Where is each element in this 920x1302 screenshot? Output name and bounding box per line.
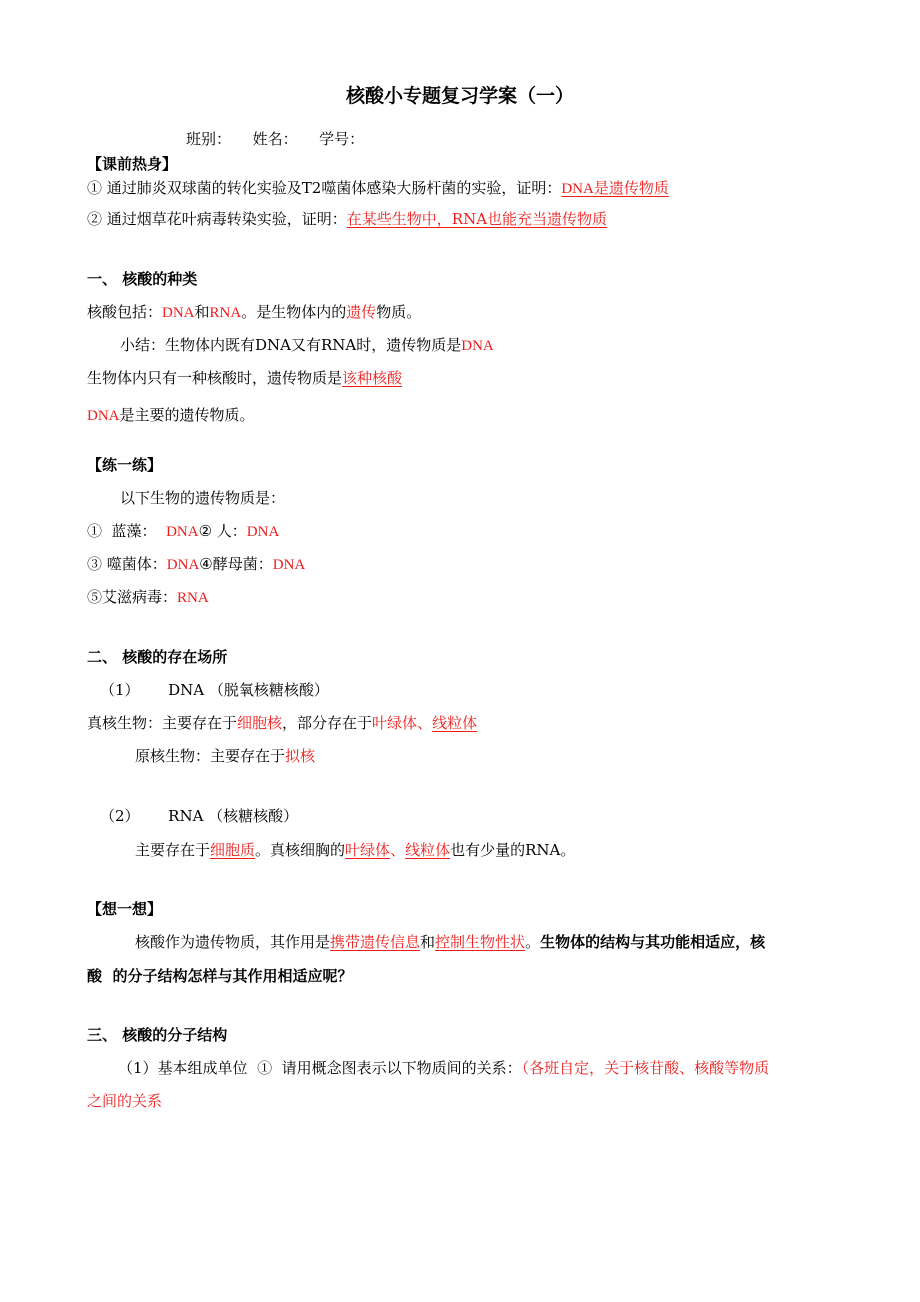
- text: 是主要的遗传物质。: [119, 406, 255, 424]
- answer-dna: DNA: [461, 338, 494, 354]
- section-1-line-1: [87, 302, 421, 323]
- name-label: 姓名：: [252, 130, 298, 148]
- section-3-heading: 三、 核酸的分子结构: [87, 1026, 228, 1044]
- section-2-heading: 二、 核酸的存在场所: [87, 648, 228, 666]
- think-heading: 【想一想】: [87, 900, 163, 918]
- warmup-item-1-text: ① 通过肺炎双球菌的转化实验及T2噬菌体感染大肠杆菌的实验，证明：: [87, 179, 562, 197]
- prokaryote-line: [135, 746, 315, 766]
- text: 主要存在于: [135, 841, 211, 859]
- think-line-2: 酸 的分子结构怎样与其作用相适应呢？: [87, 967, 353, 985]
- practice-heading: 【练一练】: [87, 456, 163, 474]
- text: 物质。: [376, 303, 422, 321]
- page-title: 核酸小专题复习学案（一）: [345, 85, 574, 107]
- text: 真核生物：主要存在于: [87, 714, 238, 732]
- section-1-heading: 一、 核酸的种类: [87, 270, 198, 288]
- text: 和: [420, 933, 436, 951]
- answer-nucleus: 细胞核: [237, 714, 283, 732]
- text: ③ 噬菌体：: [87, 555, 167, 573]
- answer: DNA: [272, 557, 306, 573]
- bold-question: 生物体的结构与其功能相适应，核: [540, 933, 766, 951]
- answer-dna: DNA: [162, 305, 195, 321]
- answer: DNA: [166, 524, 199, 540]
- section-1-summary: [120, 335, 494, 356]
- student-id-label: 学号：: [319, 130, 365, 148]
- text: （1）基本组成单位 ① 请用概念图表示以下物质间的关系：: [118, 1059, 522, 1077]
- text: ① 蓝藻：: [87, 522, 167, 540]
- section-3-line-2: 之间的关系: [87, 1092, 163, 1110]
- answer-nucleoid: 拟核: [285, 747, 316, 765]
- warmup-item-2-answer: 在某些生物中，RNA也能充当遗传物质: [346, 210, 608, 228]
- answer-heredity: 遗传: [346, 303, 377, 321]
- answer: DNA: [246, 524, 280, 540]
- practice-row-1: [87, 521, 279, 542]
- answer-control-traits: 控制生物性状: [435, 933, 526, 951]
- teacher-note: （各班自定，关于核苷酸、核酸等物质: [521, 1059, 770, 1077]
- text: ④酵母菌：: [199, 555, 273, 573]
- answer-mitochondria: 线粒体: [432, 714, 478, 732]
- warmup-item-1: [87, 178, 669, 199]
- text: 小结：生物体内既有DNA又有RNA时，遗传物质是: [120, 336, 462, 354]
- warmup-item-1-answer: DNA是遗传物质: [561, 181, 669, 197]
- section-3-line-1: [118, 1058, 769, 1078]
- think-line-1: [135, 932, 765, 952]
- answer-cytoplasm: 细胞质: [210, 841, 256, 859]
- answer: RNA: [177, 590, 209, 606]
- text: ⑤艾滋病毒：: [87, 588, 178, 606]
- class-label: 班别：: [186, 130, 232, 148]
- text: 核酸作为遗传物质，其作用是: [135, 933, 331, 951]
- answer-mitochondria: 线粒体: [405, 841, 451, 859]
- dna-subtitle: （1） DNA （脱氧核糖核酸）: [100, 681, 329, 699]
- student-info-line: [186, 129, 364, 149]
- text: 原核生物：主要存在于: [135, 747, 286, 765]
- section-1-line-3: [87, 368, 402, 388]
- rna-subtitle: （2） RNA （核糖核酸）: [100, 807, 299, 825]
- text: 核酸包括：: [87, 303, 163, 321]
- practice-row-2: [87, 554, 305, 575]
- text: 也有少量的RNA。: [450, 841, 576, 859]
- warmup-item-2: [87, 209, 607, 229]
- answer-rna: RNA: [209, 305, 242, 321]
- warmup-item-2-text: ② 通过烟草花叶病毒转染实验，证明：: [87, 210, 347, 228]
- text: ② 人：: [198, 522, 247, 540]
- text: ，部分存在于: [282, 714, 373, 732]
- answer-chloroplast: 叶绿体: [372, 714, 418, 732]
- answer-chloroplast: 叶绿体: [345, 841, 391, 859]
- eukaryote-line: [87, 713, 477, 733]
- practice-row-3: [87, 587, 209, 608]
- text: 生物体内只有一种核酸时，遗传物质是: [87, 369, 343, 387]
- answer-that-nucleic-acid: 该种核酸: [342, 369, 403, 387]
- text: 和: [194, 303, 210, 321]
- answer: DNA: [166, 557, 200, 573]
- practice-intro: 以下生物的遗传物质是：: [120, 489, 286, 507]
- answer-carry-genetic-info: 携带遗传信息: [330, 933, 421, 951]
- text: 。: [525, 933, 541, 951]
- section-1-line-4: [87, 405, 255, 426]
- text: 、: [390, 841, 406, 859]
- rna-location-line: [135, 840, 575, 860]
- warmup-heading: 【课前热身】: [87, 155, 178, 173]
- answer-dna: DNA: [87, 408, 120, 424]
- text: 。真核细胸的: [255, 841, 346, 859]
- text: 、: [417, 714, 433, 732]
- text: 。是生物体内的: [241, 303, 347, 321]
